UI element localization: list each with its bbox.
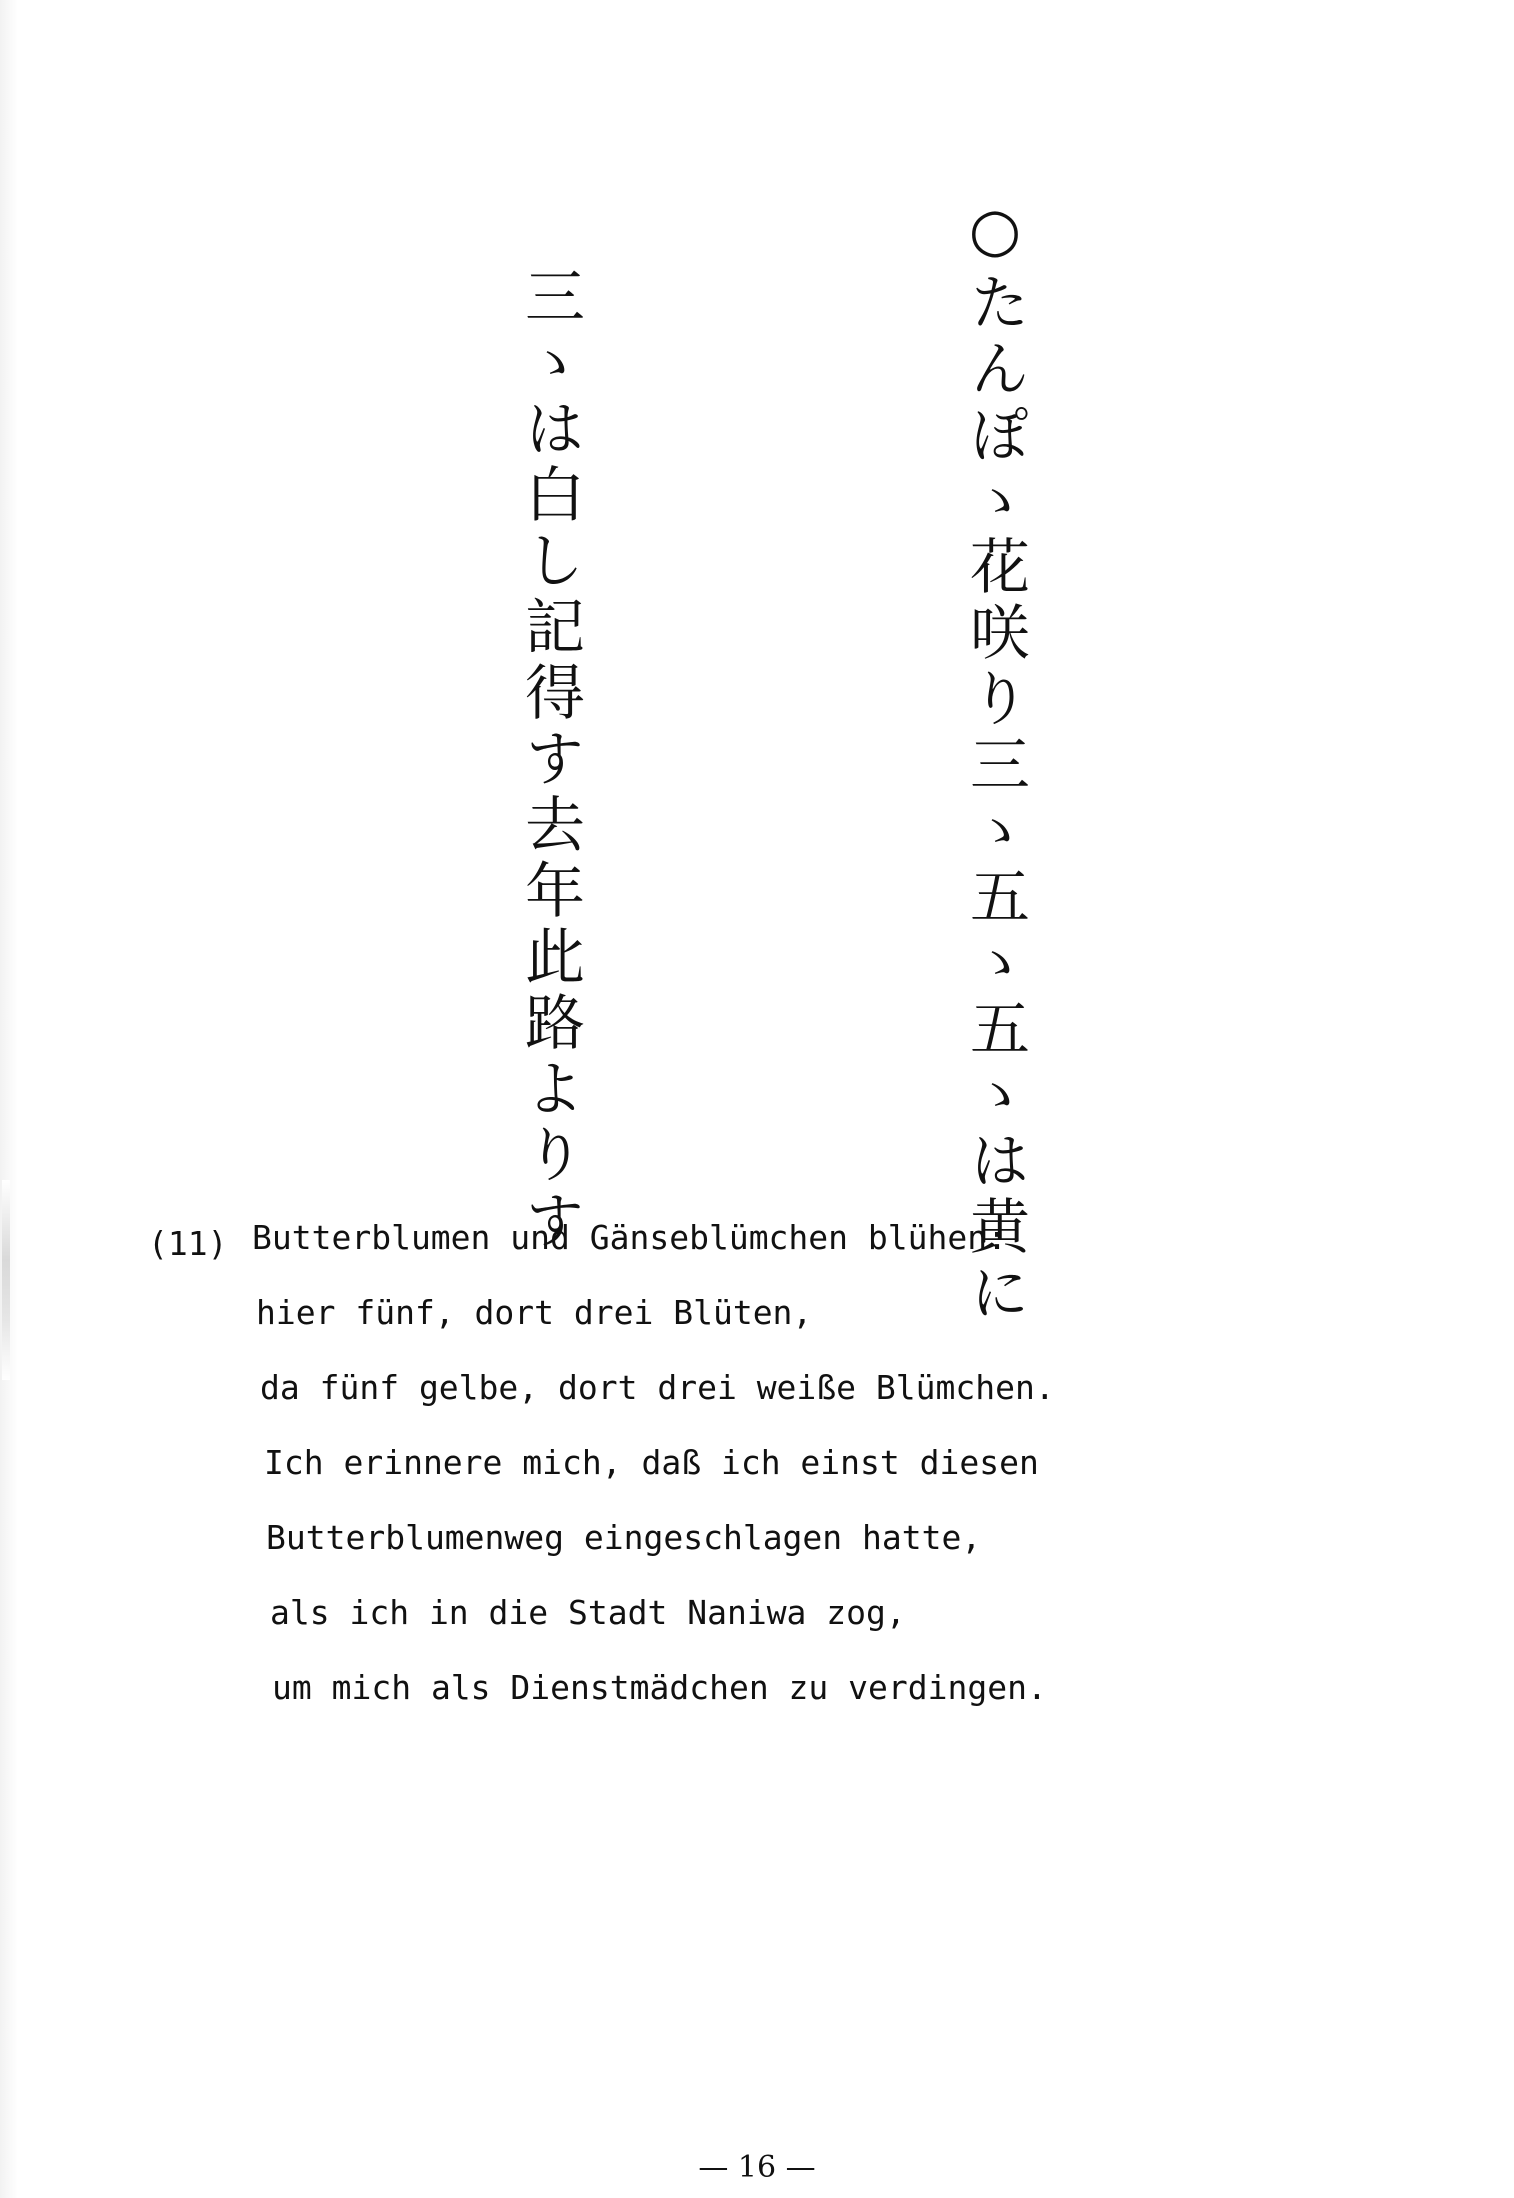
translation-line-7: um mich als Dienstmädchen zu verdingen. xyxy=(272,1668,1047,1707)
verse-number: (11) xyxy=(148,1224,228,1263)
translation-line-3: da fünf gelbe, dort drei weiße Blümchen. xyxy=(260,1368,1055,1407)
translation-line-5: Butterblumenweg eingeschlagen hatte, xyxy=(266,1518,982,1557)
scan-shadow xyxy=(2,1180,10,1380)
poem-line-1: ○たんぽゝ花咲り三ゝ五ゝ五ゝは黄に xyxy=(960,195,1030,1327)
scan-edge xyxy=(0,0,18,2198)
poem-line-2: 三ゝは白し記得す去年此路よりす xyxy=(515,265,585,1255)
translation-line-4: Ich erinnere mich, daß ich einst diesen xyxy=(264,1443,1039,1482)
translation-line-1: Butterblumen und Gänseblümchen blühen: xyxy=(252,1218,1007,1257)
translation-line-6: als ich in die Stadt Naniwa zog, xyxy=(270,1593,906,1632)
page-number: — 16 — xyxy=(698,2150,816,2185)
translation-line-2: hier fünf, dort drei Blüten, xyxy=(256,1293,813,1332)
